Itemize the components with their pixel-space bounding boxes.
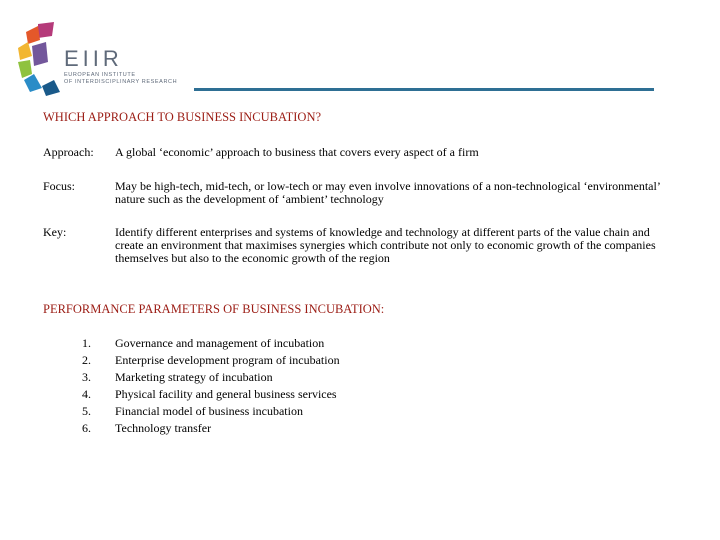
- row-text: May be high-tech, mid-tech, or low-tech or may even involve innovations of a non-technological ‘environmental’ nature such as the development of ‘ambient’ technology: [115, 179, 660, 206]
- logo-subtitle-line2: OF INTERDISCIPLINARY RESEARCH: [64, 79, 178, 85]
- section-heading-performance: PERFORMANCE PARAMETERS OF BUSINESS INCUBATION:: [43, 302, 385, 316]
- list-item: [43, 421, 543, 438]
- list-item-text: Governance and management of incubation: [115, 336, 325, 350]
- list-item: [43, 404, 543, 421]
- list-item-text: Marketing strategy of incubation: [115, 370, 273, 384]
- list-item-text: Enterprise development program of incubation: [115, 353, 340, 367]
- list-item: [43, 336, 543, 353]
- list-item: [43, 353, 543, 370]
- row-label: Key:: [43, 225, 67, 239]
- list-item-text: Financial model of business incubation: [115, 404, 303, 418]
- list-item-text: Physical facility and general business services: [115, 387, 337, 401]
- list-item-number: 4.: [82, 387, 91, 401]
- row-text: Identify different enterprises and systems of knowledge and technology at different parts of the value chain and create an environment that maximises synergies which contribute not only to economic growth of the companies themselves but also to the economic growth of the region: [115, 225, 656, 265]
- eiir-logo-mark-icon: [16, 18, 66, 98]
- list-item-number: 3.: [82, 370, 91, 384]
- list-item-number: 5.: [82, 404, 91, 418]
- header-rule: [194, 88, 654, 91]
- list-item-number: 1.: [82, 336, 91, 350]
- list-item: [43, 370, 543, 387]
- list-item-number: 6.: [82, 421, 91, 435]
- list-item-number: 2.: [82, 353, 91, 367]
- performance-list: [43, 336, 543, 438]
- row-label: Focus:: [43, 179, 76, 193]
- list-item-text: Technology transfer: [115, 421, 212, 435]
- logo-title: EIIR: [64, 46, 123, 71]
- row-text: A global ‘economic’ approach to business that covers every aspect of a firm: [115, 145, 479, 159]
- row-label: Approach:: [43, 145, 94, 159]
- list-item: [43, 387, 543, 404]
- eiir-logo: [16, 18, 186, 98]
- logo-subtitle-line1: EUROPEAN INSTITUTE: [64, 72, 136, 78]
- section-heading-approach: WHICH APPROACH TO BUSINESS INCUBATION?: [43, 110, 322, 124]
